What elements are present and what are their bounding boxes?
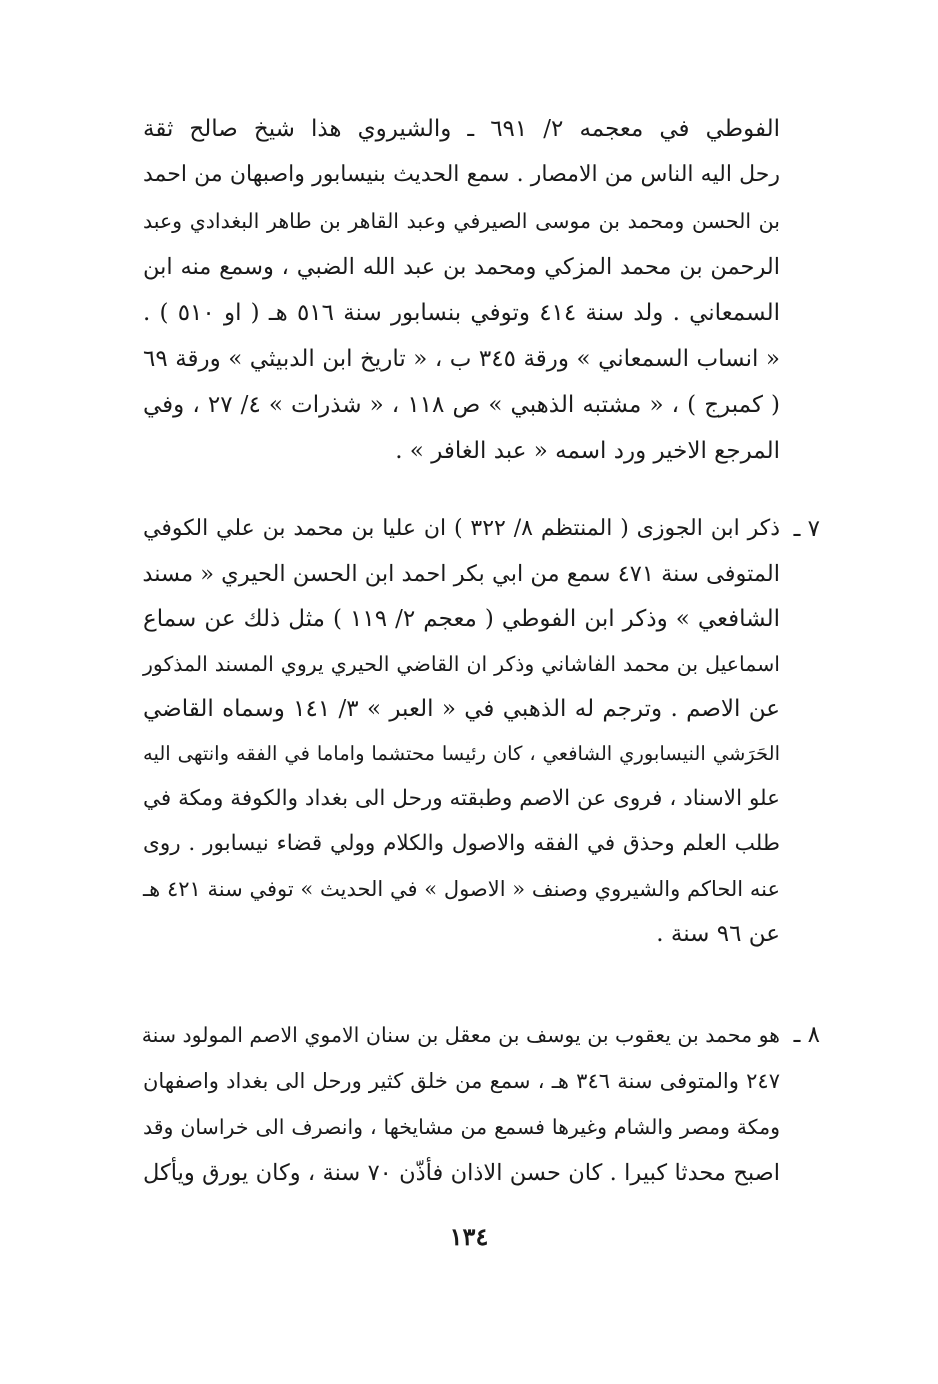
note-number: ٧ ـ bbox=[793, 516, 820, 542]
paragraph-continuation bbox=[143, 106, 780, 478]
text-line: عن ٩٦ سنة . bbox=[656, 921, 780, 947]
text-line: ( كمبرج ) ، « مشتبه الذهبي » ص ١١٨ ، « شذرات » ٤/ ٢٧ ، وفي bbox=[143, 392, 780, 418]
text-line: طلب العلم وحذق في الفقه والاصول والكلام وولي قضاء نيسابور . روى bbox=[143, 831, 780, 856]
text-line: « انساب السمعاني » ورقة ٣٤٥ ب ، « تاريخ ابن الدبيثي » ورقة ٦٩ bbox=[143, 346, 780, 372]
text-line: اسماعيل بن محمد الفاشاني وذكر ان القاضي الحيري يروي المسند المذكور bbox=[143, 652, 780, 676]
text-line: بن الحسن ومحمد بن موسى الصيرفي وعبد القاهر بن طاهر البغدادي وعبد bbox=[143, 209, 780, 233]
text-line: ٢٤٧ والمتوفى سنة ٣٤٦ هـ ، سمع من خلق كثير ورحل الى بغداد واصفهان bbox=[143, 1069, 780, 1093]
text-line: ومكة ومصر والشام وغيرها فسمع من مشايخها ، وانصرف الى خراسان وقد bbox=[143, 1115, 780, 1139]
text-line: اصبح محدثا كبيرا . كان حسن الاذان فأذّن ٧٠ سنة ، وكان يورق ويأكل bbox=[143, 1160, 780, 1186]
text-line: عنه الحاكم والشيروي وصنف « الاصول » في الحديث » توفي سنة ٤٢١ هـ bbox=[143, 877, 780, 901]
note-paragraph-7 bbox=[143, 506, 780, 966]
text-line: المتوفى سنة ٤٧١ سمع من ابي بكر احمد ابن الحسن الحيري « مسند bbox=[142, 561, 780, 587]
text-line: السمعاني . ولد سنة ٤١٤ وتوفي بنسابور سنة ٥١٦ هـ ( او ٥١٠ ) . bbox=[143, 300, 780, 326]
text-line: ذكر ابن الجوزى ( المنتظم ٨/ ٣٢٢ ) ان عليا بن محمد بن علي الكوفي bbox=[143, 516, 780, 541]
note-number: ٨ ـ bbox=[793, 1022, 820, 1048]
text-line: رحل اليه الناس من الامصار . سمع الحديث بنيسابور واصبهان من احمد bbox=[143, 162, 780, 187]
text-line: هو محمد بن يعقوب بن يوسف بن معقل بن سنان الاموي الاصم المولود سنة bbox=[141, 1023, 780, 1047]
note-paragraph-8 bbox=[143, 1012, 780, 1196]
text-line: الرحمن بن محمد المزكي ومحمد بن عبد الله الضبي ، وسمع منه ابن bbox=[143, 254, 780, 280]
text-line: الفوطي في معجمه ٢/ ٦٩١ ـ والشيروي هذا شيخ صالح ثقة bbox=[143, 116, 780, 142]
text-line: الحَرَشي النيسابوري الشافعي ، كان رئيسا محتشما واماما في الفقه وانتهى اليه bbox=[143, 742, 780, 765]
page-number: ١٣٤ bbox=[449, 1222, 489, 1251]
text-line: الشافعي » وذكر ابن الفوطي ( معجم ٢/ ١١٩ ) مثل ذلك عن سماع bbox=[143, 606, 781, 632]
text-line: علو الاسناد ، فروى عن الاصم وطبقته ورحل الى بغداد والكوفة ومكة في bbox=[143, 786, 780, 811]
text-line: المرجع الاخير ورد اسمه « عبد الغافر » . bbox=[395, 438, 780, 464]
text-line: عن الاصم . وترجم له الذهبي في « العبر » ٣/ ١٤١ وسماه القاضي bbox=[143, 696, 780, 722]
